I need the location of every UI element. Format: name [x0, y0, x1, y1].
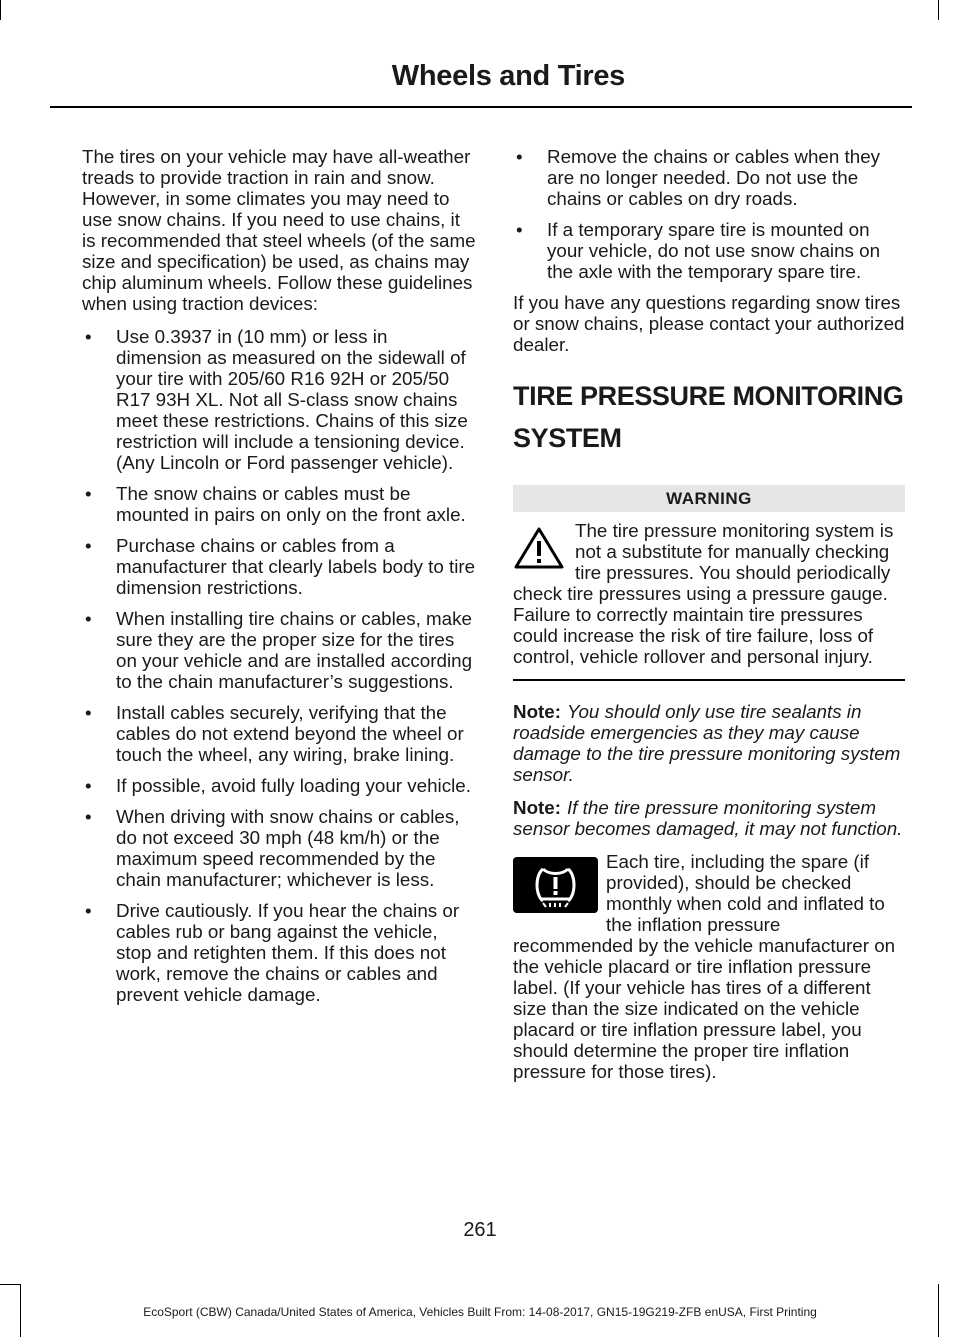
note-label: Note:	[513, 797, 561, 818]
note-text: If the tire pressure monitoring system sensor becomes damaged, it may not function.	[513, 797, 903, 839]
bullet-icon: •	[516, 146, 523, 167]
section-heading: TIRE PRESSURE MONITORING SYSTEM	[513, 381, 904, 453]
list-item	[513, 146, 905, 209]
list-item	[82, 608, 476, 692]
bullet-icon: •	[85, 326, 92, 347]
list-item-text: Use 0.3937 in (10 mm) or less in dimension as measured on the sidewall of your tire with 205/60 R16 92H or 205/50 R17 93H XL. Not all S-class snow chains meet these restrictions. Chains of this size restriction will include a tensioning device. (Any Lincoln or Ford passenger vehicle).	[116, 326, 468, 473]
tpms-paragraph	[513, 851, 905, 1082]
left-column	[82, 146, 476, 1015]
crop-mark	[0, 1284, 20, 1285]
warning-label: WARNING	[513, 485, 905, 512]
note-text: You should only use tire sealants in roadside emergencies as they may cause damage to the tire pressure monitoring system sensor.	[513, 701, 901, 785]
list-item	[82, 483, 476, 525]
page-title: Wheels and Tires	[391, 60, 625, 92]
bullet-icon: •	[85, 775, 92, 796]
intro-paragraph: The tires on your vehicle may have all-weather treads to provide traction in rain and snow. However, in some climates you may need to use snow chains. If you need to use chains, it is recommended that steel wheels (of the same size and specification) be used, as chains may chip aluminum wheels. Follow these guidelines when using traction devices:	[82, 146, 476, 314]
bullet-icon: •	[85, 483, 92, 504]
crop-mark	[938, 0, 939, 20]
note	[513, 797, 905, 839]
list-item-text: Remove the chains or cables when they are no longer needed. Do not use the chains or cables on dry roads.	[547, 146, 881, 209]
list-item	[513, 219, 905, 282]
list-item-text: When driving with snow chains or cables, do not exceed 30 mph (48 km/h) or the maximum speed recommended by the chain manufacturer; whichever is less.	[116, 806, 460, 890]
bullet-icon: •	[85, 806, 92, 827]
list-item-text: Purchase chains or cables from a manufacturer that clearly labels body to tire dimension restrictions.	[116, 535, 476, 598]
list-item-text: If a temporary spare tire is mounted on your vehicle, do not use snow chains on the axle with the temporary spare tire.	[547, 219, 881, 282]
list-item	[82, 702, 476, 765]
list-item	[82, 806, 476, 890]
right-column	[513, 146, 905, 1082]
header-rule	[50, 106, 912, 108]
warning-box	[513, 485, 905, 681]
bullet-icon: •	[85, 535, 92, 556]
list-item-text: Install cables securely, verifying that the cables do not extend beyond the wheel or touch the wheel, any wiring, brake lining.	[116, 702, 464, 765]
list-item-text: If possible, avoid fully loading your vehicle.	[116, 775, 471, 796]
warning-text: The tire pressure monitoring system is not a substitute for manually checking tire pressures. You should periodically check tire pressures using a pressure gauge. Failure to correctly maintain tire pressures could increase the risk of tire failure, loss of control, vehicle rollover and personal injury.	[513, 520, 894, 667]
list-item	[82, 775, 476, 796]
list-item-text: Drive cautiously. If you hear the chains or cables rub or bang against the vehicle, stop and retighten them. If this does not work, remove the chains or cables and prevent vehicle damage.	[116, 900, 460, 1005]
crop-mark	[0, 0, 1, 20]
bullet-icon: •	[516, 219, 523, 240]
footer-text: EcoSport (CBW) Canada/United States of America, Vehicles Built From: 14-08-2017, GN15-19G219-ZFB enUSA, First Printing	[143, 1305, 817, 1319]
list-item-text: The snow chains or cables must be mounted in pairs on only on the front axle.	[116, 483, 466, 525]
traction-guidelines-list	[82, 326, 476, 1005]
note	[513, 701, 905, 785]
tpms-warning-icon	[513, 857, 598, 913]
bullet-icon: •	[85, 900, 92, 921]
list-item	[82, 900, 476, 1005]
list-item	[82, 326, 476, 473]
bullet-icon: •	[85, 702, 92, 723]
tpms-text: Each tire, including the spare (if provided), should be checked monthly when cold and inflated to the inflation pressure recommended by the vehicle manufacturer on the vehicle placard or tire inflation pressure label. (If your vehicle has tires of a different size than the size indicated on the vehicle placard or tire inflation pressure label, you should determine the proper tire inflation pressure for those tires).	[513, 851, 896, 1082]
list-item	[82, 535, 476, 598]
warning-triangle-icon	[513, 526, 565, 570]
chain-removal-list	[513, 146, 905, 282]
bullet-icon: •	[85, 608, 92, 629]
list-item-text: When installing tire chains or cables, make sure they are the proper size for the tires on your vehicle and are installed according to the chain manufacturer’s suggestions.	[116, 608, 473, 692]
contact-paragraph: If you have any questions regarding snow tires or snow chains, please contact your authorized dealer.	[513, 292, 905, 355]
page-number: 261	[463, 1219, 497, 1241]
note-label: Note:	[513, 701, 561, 722]
